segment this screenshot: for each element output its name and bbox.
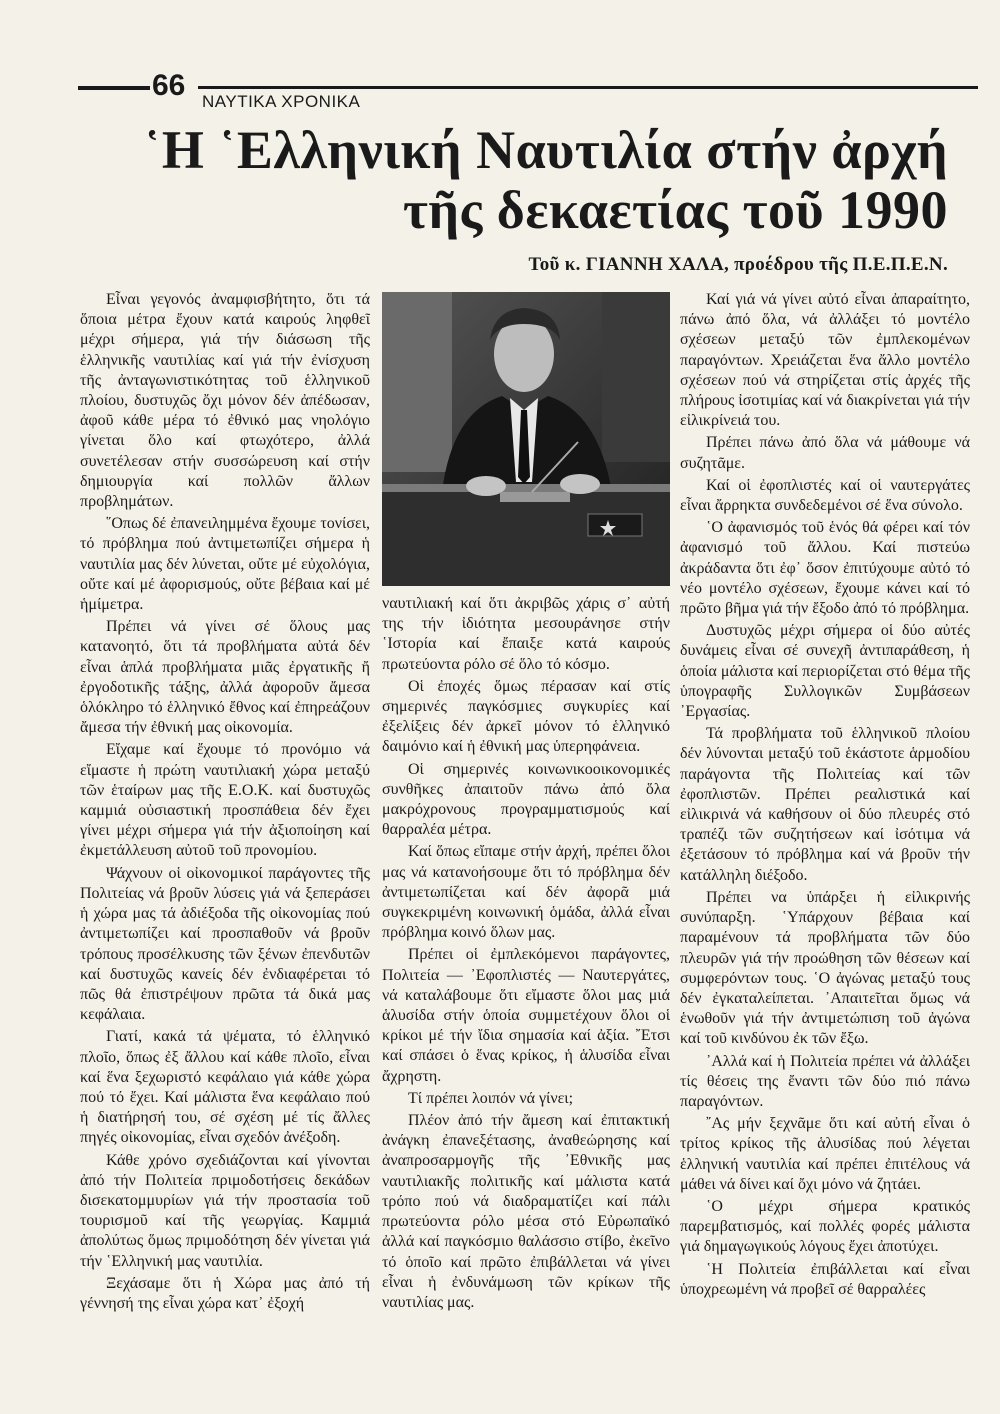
author-photo [382, 292, 670, 586]
publication-name: ΝΑΥΤΙΚΑ ΧΡΟΝΙΚΑ [202, 92, 361, 111]
portrait-image [382, 292, 670, 586]
paragraph: Πρέπει να ὑπάρξει ἡ εἰλικρινής συνύπαρξη. ῾Υπάρχουν βέβαια καί παραμένουν τά προβλήματα τῶν δύο πλευρῶν γιά τήν προώθηση τῶν θέσεων καί συμφερόντων τους. ῾Ο ἀγώνας μεταξύ τους δέν ἐγκαταλείπεται. ᾿Απαιτεῖται ὅμως νά ἑνωθοῦν γιά τήν ἀντιμετώπιση τοῦ ἀγώνα καί τοῦ κινδύνου ἐκ τῶν ἔξω. [680, 888, 970, 1048]
article-title [68, 120, 948, 240]
paragraph: Πρέπει νά γίνει σέ ὅλους μας κατανοητό, ὅτι τά προβλήματα αὐτά δέν εἶναι ἁπλά προβλήματα μιᾶς ἐργατικῆς ἤ ἐργοδοτικῆς τάξης, ἀλλά ἀφοροῦν ἄμεσα ὁλόκληρο τό ἑλληνικό ἔθνος καί ἐπηρεάζουν ἄμεσα τήν ἐθνική μας οἰκονομία. [80, 618, 370, 737]
byline: Τοῦ κ. ΓΙΑΝΝΗ ΧΑΛΑ, προέδρου τῆς Π.Ε.Π.Ε.Ν. [528, 254, 948, 275]
paragraph: Οἱ ἐποχές ὅμως πέρασαν καί στίς σημερινές παγκόσμιες συγκυρίες καί ἐξελίξεις δέν ἀρκεῖ μόνον τό ἑλληνικό δαιμόνιο καί ἡ ἐθνική μας ὑπερηφάνεια. [382, 677, 670, 756]
paragraph: Πρέπει οἱ ἐμπλεκόμενοι παράγοντες, Πολιτεία — ᾿Εφοπλιστές — Ναυτεργάτες, νά καταλάβουμε ὅτι εἴμαστε ὅλοι μας μιά ἁλυσίδα στήν ὁποία συμμετέχουν ὅλοι οἱ κρίκοι μέ τήν ἴδια σημασία καί ἀξία. ῎Ετσι καί σπάσει ὁ ἕνας κρίκος, ἡ ἁλυσίδα εἶναι ἄχρηστη. [382, 946, 670, 1085]
text-column-1 [80, 290, 370, 1400]
paragraph: ᾿Αλλά καί ἡ Πολιτεία πρέπει νά ἀλλάξει τίς θέσεις της ἔναντι τῶν δύο πιό πάνω παραγόντων. [680, 1052, 970, 1110]
paragraph: Καί ὅπως εἴπαμε στήν ἀρχή, πρέπει ὅλοι μας νά κατανοήσουμε ὅτι τό πρόβλημα δέν ἀντιμετωπίζεται καί δέν ἀφορᾶ μιά συγκεκριμένη κοινωνική ὁμάδα, ἀλλά εἶναι πρόβλημα κοινό ὅλων μας. [382, 843, 670, 942]
paragraph: Πλέον ἀπό τήν ἄμεση καί ἐπιτακτική ἀνάγκη ἐπανεξέτασης, ἀναθεώρησης καί ἀναπροσαρμογῆς τῆς ᾿Εθνικῆς μας ναυτιλιακῆς πολιτικῆς καί μάλιστα κατά τρόπο πού νά διαδραματίζει καί πάλι πρωτεύοντα ρόλο μέσα στό Εὐρωπαϊκό ἀλλά καί παγκόσμιο θαλάσσιο στίβο, ἐκεῖνο τό ὁποῖο καί πρῶτο ἐπιβάλλεται νά γίνει εἶναι ἡ ἐνδυνάμωση τῶν κρίκων τῆς ναυτιλίας μας. [382, 1112, 670, 1311]
paragraph: Ξεχάσαμε ὅτι ἡ Χώρα μας ἀπό τή γέννησή της εἶναι χώρα κατ᾿ ἐξοχή [80, 1274, 370, 1312]
paragraph: Οἱ σημερινές κοινωνικοοικονομικές συνθῆκες ἀπαιτοῦν πάνω ἀπό ὅλα μακρόχρονους προγραμματισμούς καί θαρραλέα μέτρα. [382, 760, 670, 839]
paragraph: ῾Ο ἀφανισμός τοῦ ἑνός θά φέρει καί τόν ἀφανισμό τοῦ ἄλλου. Καί πιστεύω ἀκράδαντα ὅτι ἐφ᾿ ὅσον ἐπιτύχουμε αὐτό τό νέο μοντέλο σχέσεων, ἔχουμε κάνει καί τό πρῶτο βῆμα γιά τήν ἔξοδο ἀπό τό πρόβλημα. [680, 519, 970, 618]
paragraph: Καί γιά νά γίνει αὐτό εἶναι ἀπαραίτητο, πάνω ἀπό ὅλα, νά ἀλλάξει τό μοντέλο σχέσεων μεταξύ τῶν ἐμπλεκομένων παραγόντων. Χρειάζεται ἕνα ἄλλο μοντέλο σχέσεων πού νά στηρίζεται στίς ἀρχές τῆς πλήρους ἰσοτιμίας καί νά διακρίνεται γιά τήν εἰλικρίνειά του. [680, 291, 970, 430]
paragraph: ῾Ο μέχρι σήμερα κρατικός παρεμβατισμός, καί πολλές φορές μάλιστα γιά δημαγωγικούς λόγους ἔχει ἀποτύχει. [680, 1197, 970, 1256]
paragraph: Πρέπει πάνω ἀπό ὅλα νά μάθουμε νά συζητᾶμε. [680, 434, 970, 472]
paragraph: ῞Οπως δέ ἐπανειλημμένα ἔχουμε τονίσει, τό πρόβλημα πού ἀντιμετωπίζει σήμερα ἡ ναυτιλία μας δέν λύνεται, οὔτε μέ εὐχολόγια, οὔτε καί μέ ἀφορισμούς, οὔτε βέβαια καί μέ ἡμίμετρα. [80, 515, 370, 614]
paragraph: Ψάχνουν οἱ οἰκονομικοί παράγοντες τῆς Πολιτείας νά βροῦν λύσεις γιά νά ξεπεράσει ἡ χώρα μας τά ἀδιέξοδα τῆς οἰκονομίας πού ἀντιμετωπίζει καί προσπαθοῦν νά βροῦν τρόπους προσέλκυσης τῶν ξένων ἐπενδυτῶν καί δυστυχῶς κανείς δέν ἐνδιαφέρεται τό πῶς θά ἐπιστρέψουν πρῶτα τά δικά μας κεφάλαια. [80, 864, 370, 1024]
header-rule-left [78, 86, 150, 90]
title-line-2: τῆς δεκαετίας τοῦ 1990 [402, 180, 948, 240]
paragraph: Δυστυχῶς μέχρι σήμερα οἱ δύο αὐτές δυνάμεις εἶναι σέ συνεχῆ ἀντιπαράθεση, ἡ ὁποία μάλιστα καί περιορίζεται στό θέμα τῆς ὑπογραφῆς Συλλογικῶν Συμβάσεων ᾿Εργασίας. [680, 622, 970, 721]
paragraph: Τί πρέπει λοιπόν νά γίνει; [408, 1089, 574, 1107]
title-line-1: ῾Η ῾Ελληνική Ναυτιλία στήν ἀρχή [143, 120, 948, 180]
paragraph: Τά προβλήματα τοῦ ἑλληνικοῦ πλοίου δέν λύνονται μεταξύ τοῦ ἑκάστοτε ἁρμοδίου παράγοντα τῆς Πολιτείας καί τῶν ἐφοπλιστῶν. Πρέπει ρεαλιστικά καί εἰλικρινά νά καθήσουν οἱ δύο πλευρές στό τραπέζι τῶν συζητήσεων καί ἰσότιμα νά ἐξετάσουν τό πρόβλημα καί νά βροῦν τήν κατάλληλη διέξοδο. [680, 725, 970, 884]
paragraph: ῾Η Πολιτεία ἐπιβάλλεται καί εἶναι ὑποχρεωμένη νά προβεῖ σέ θαρραλέες [680, 1260, 970, 1298]
text-column-2 [382, 594, 670, 1394]
page-number: 66 [152, 69, 186, 102]
paragraph: ναυτιλιακή καί ὅτι ἀκριβῶς χάρις σ᾿ αὐτή της τήν ἰδιότητα μεσουράνησε στήν ῾Ιστορία καί ἔπαιξε κατά καιρούς πρωτεύοντα ρόλο σέ ὅλο τό κόσμο. [382, 595, 670, 673]
paragraph: Γιατί, κακά τά ψέματα, τό ἑλληνικό πλοῖο, ὅπως ἐξ ἄλλου καί κάθε πλοῖο, εἶναι καί ἕνα ξεχωριστό κεφάλαιο γιά κάθε χώρα πού τό ἔχει. Καί μάλιστα ἕνα κεφάλαιο πού ἡ διατήρησή του, σέ σχέση μέ τίς ἄλλες πηγές οἰκονομίας, εἶναι σχεδόν ἀνέξοδη. [80, 1028, 370, 1147]
header-rule-right [198, 86, 978, 89]
paragraph: Εἶναι γεγονός ἀναμφισβήτητο, ὅτι τά ὅποια μέτρα ἔχουν κατά καιρούς ληφθεῖ μέχρι σήμερα, γιά τήν διάσωση τῆς ἑλληνικῆς ναυτιλίας καί γιά τήν ἐνίσχυση τῆς ἀνταγωνιστικότητας τοῦ ἑλληνικοῦ πλοίου, δυστυχῶς ὄχι μόνον δέν ἀπέδωσαν, ἀφοῦ κάθε μέρα τό ἐθνικό μας νηολόγιο γίνεται ὅλο καί φτωχότερο, ἀλλά συνετέλεσαν στήν συσσώρευση καί στήν δημιουργία καί πολλῶν ἄλλων προβλημάτων. [80, 291, 370, 511]
paragraph: Καί οἱ ἐφοπλιστές καί οἱ ναυτεργάτες εἶναι ἄρρηκτα συνδεδεμένοι σέ ἕνα σύνολο. [680, 476, 970, 515]
paragraph: Κάθε χρόνο σχεδιάζονται καί γίνονται ἀπό τήν Πολιτεία πριμοδοτήσεις δεκάδων δισεκατομμυρίων γιά τήν προστασία τοῦ τουρισμοῦ καί τῆς γεωργίας. Καμμιά ἀπολύτως ὅμως πριμοδότηση δέν γίνεται γιά τήν ῾Ελληνική μας ναυτιλία. [80, 1151, 370, 1270]
paragraph: ῎Ας μήν ξεχνᾶμε ὅτι καί αὐτή εἶναι ὁ τρίτος κρίκος τῆς ἁλυσίδας πού λέγεται ἑλληνική ναυτιλία καί πρέπει ἐπιτέλους νά μάθει νά δίνει καί ὄχι μόνο νά ζητάει. [680, 1115, 970, 1193]
paragraph: Εἴχαμε καί ἔχουμε τό προνόμιο νά εἴμαστε ἡ πρώτη ναυτιλιακή χώρα μεταξύ τῶν ἑταίρων μας τῆς Ε.Ο.Κ. καί δυστυχῶς καμμιά οὐσιαστική προσπάθεια δέν ἔχει γίνει μέχρι σήμερα γιά τήν ἀξιοποίηση καί ἐκμετάλλευση αὐτοῦ τοῦ προνομίου. [80, 741, 370, 860]
text-column-3 [680, 290, 970, 1400]
